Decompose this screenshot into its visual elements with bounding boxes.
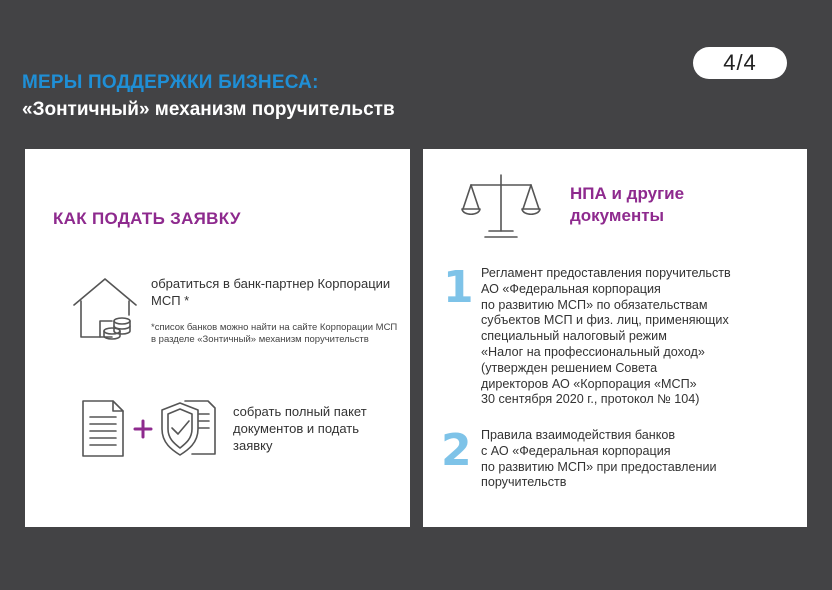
page-indicator: 4/4 <box>693 47 787 79</box>
page-subtitle: «Зонтичный» механизм поручительств <box>22 99 395 120</box>
scales-icon <box>461 171 541 243</box>
step1-footnote: *список банков можно найти на сайте Корпорации МСП в разделе «Зонтичный» механизм поручительств <box>151 322 398 345</box>
house-coins-icon <box>72 275 142 345</box>
document-text: Правила взаимодействия банков с АО «Федеральная корпорация по развитию МСП» при предоставлении поручительств <box>481 428 717 490</box>
regulations-heading: НПА и другие документы <box>570 184 685 225</box>
document-number: 2 <box>441 425 472 476</box>
document-text: Регламент предоставления поручительств АО «Федеральная корпорация по развитию МСП» по обязательствам субъектов МСП и физ. лиц, применяющих специальный налоговый режим «Налог на профессиональный доход» (утвержден решением Совета директоров АО «Корпорация «МСП» 30 сентября 2020 г., протокол № 104) <box>481 266 731 407</box>
how-to-apply-card <box>25 149 410 527</box>
documents-plus-shield-icon <box>80 399 220 459</box>
page-title: МЕРЫ ПОДДЕРЖКИ БИЗНЕСА: <box>22 72 319 93</box>
how-to-apply-heading: КАК ПОДАТЬ ЗАЯВКУ <box>53 209 241 228</box>
regulations-card <box>423 149 807 527</box>
document-number: 1 <box>443 262 474 313</box>
step2-text: собрать полный пакет документов и подать заявку <box>233 404 367 453</box>
step1-text: обратиться в банк-партнер Корпорации МСП * <box>151 276 391 308</box>
